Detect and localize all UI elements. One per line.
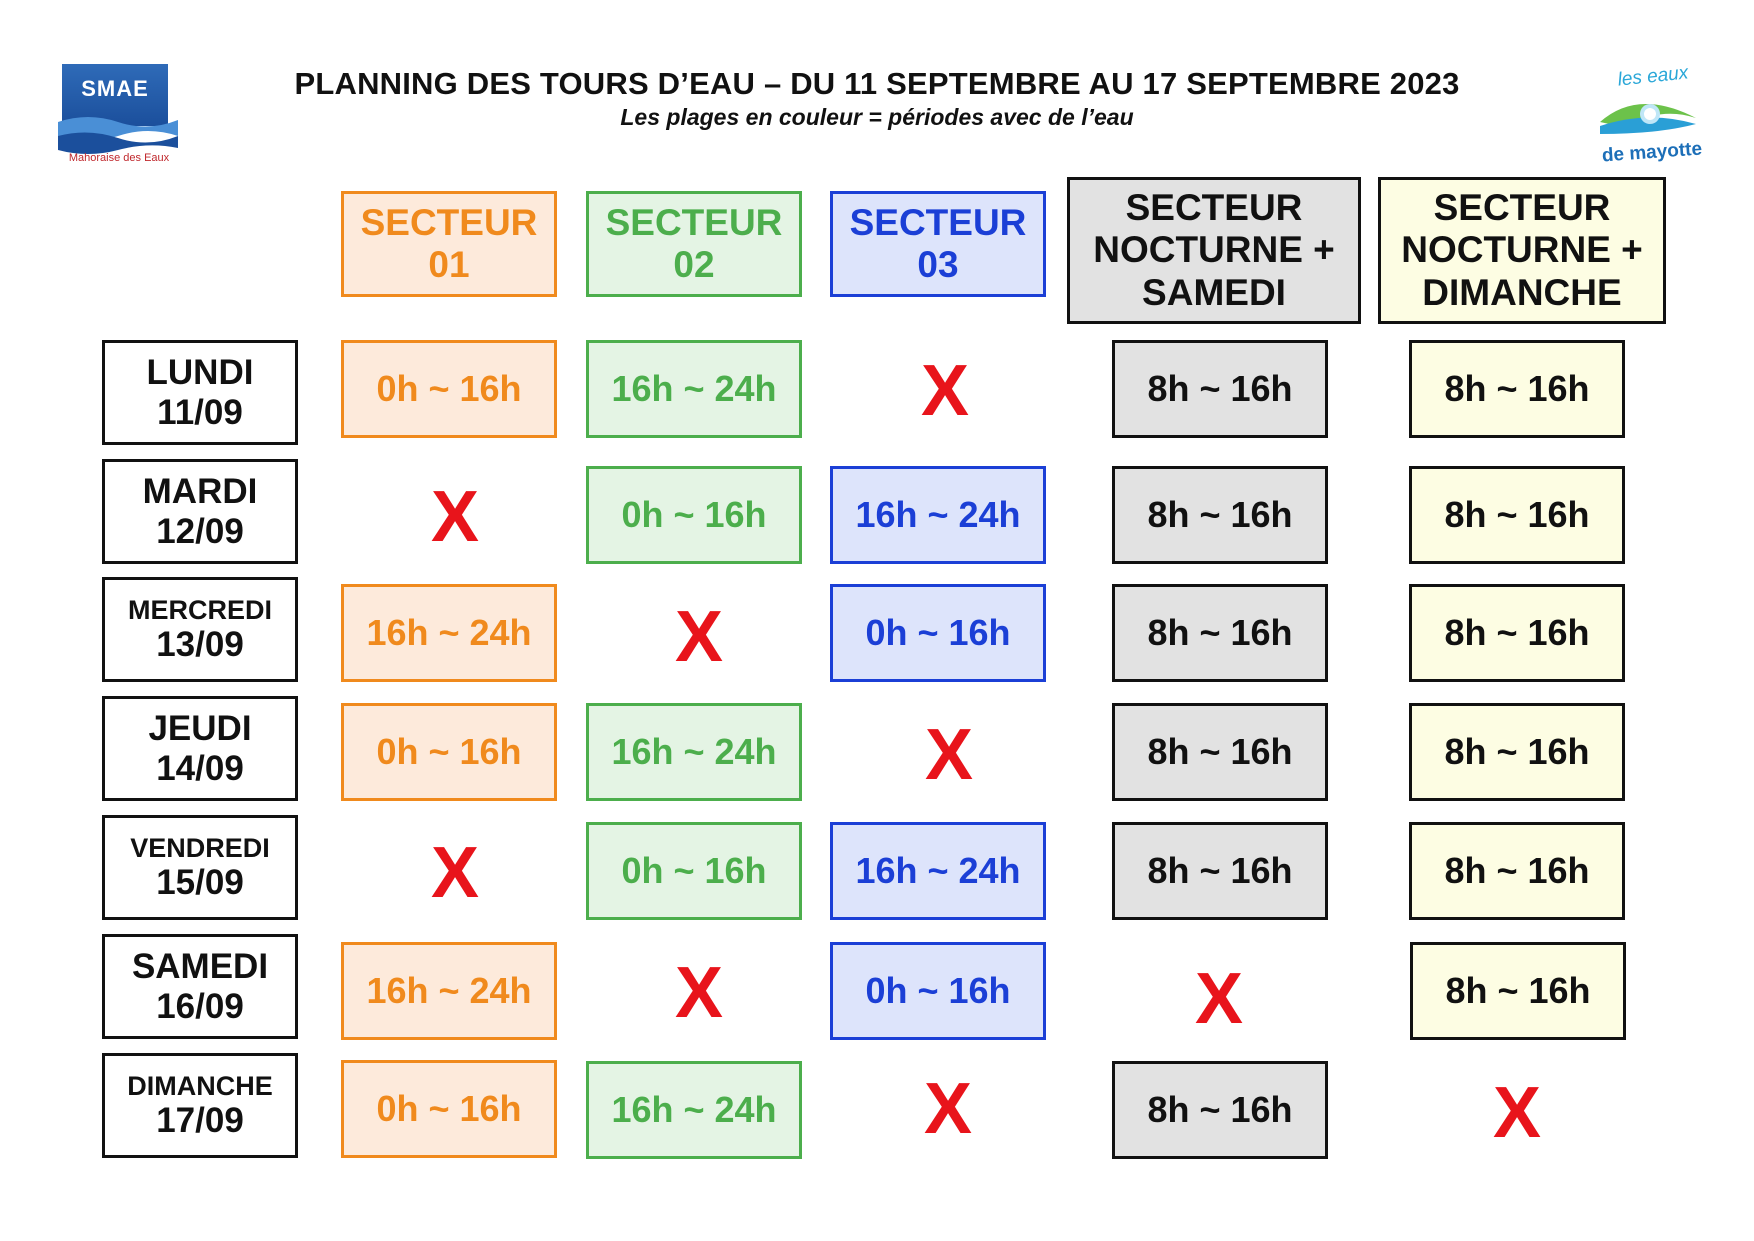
slot-mardi-secteur-02: 0h ~ 16h bbox=[586, 466, 802, 564]
day-label-mercredi bbox=[102, 577, 298, 682]
day-label-jeudi bbox=[102, 696, 298, 801]
day-date: 15/09 bbox=[156, 863, 244, 903]
day-name: SAMEDI bbox=[131, 947, 269, 987]
slot-samedi-dimanche: 8h ~ 16h bbox=[1410, 942, 1626, 1040]
header-secteur-01-line2: 01 bbox=[428, 244, 470, 285]
slot-vendredi-dimanche: 8h ~ 16h bbox=[1409, 822, 1625, 920]
eaux-logo-line2: de mayotte bbox=[1601, 138, 1703, 167]
day-name: LUNDI bbox=[146, 353, 254, 393]
day-date: 12/09 bbox=[156, 511, 244, 551]
header-secteur-01-line1: SECTEUR bbox=[360, 201, 538, 243]
day-label-lundi bbox=[102, 340, 298, 445]
slot-lundi-secteur-01: 0h ~ 16h bbox=[341, 340, 557, 438]
slot-lundi-secteur-02: 16h ~ 24h bbox=[586, 340, 802, 438]
no-water-mark-dimanche-dimanche: X bbox=[1492, 1073, 1542, 1153]
page-title: PLANNING DES TOURS D’EAU – DU 11 SEPTEMBRE AU 17 SEPTEMBRE 2023 bbox=[294, 66, 1460, 101]
day-date: 17/09 bbox=[156, 1101, 244, 1141]
header-s5-line3: DIMANCHE bbox=[1422, 271, 1622, 313]
slot-dimanche-samedi: 8h ~ 16h bbox=[1112, 1061, 1328, 1159]
header-secteur-nocturne-dimanche bbox=[1378, 177, 1666, 324]
header-secteur-03-line1: SECTEUR bbox=[849, 201, 1027, 243]
slot-samedi-secteur-03: 0h ~ 16h bbox=[830, 942, 1046, 1040]
page-subtitle: Les plages en couleur = périodes avec de l’eau bbox=[620, 104, 1134, 130]
slot-mercredi-dimanche: 8h ~ 16h bbox=[1409, 584, 1625, 682]
header-secteur-02 bbox=[586, 191, 802, 297]
day-name: JEUDI bbox=[148, 709, 252, 749]
header-s4-line3: SAMEDI bbox=[1142, 271, 1286, 313]
header-secteur-01 bbox=[341, 191, 557, 297]
slot-mercredi-samedi: 8h ~ 16h bbox=[1112, 584, 1328, 682]
eaux-logo-line1: les eaux bbox=[1616, 62, 1690, 91]
slot-lundi-samedi: 8h ~ 16h bbox=[1112, 340, 1328, 438]
no-water-mark-mercredi-secteur-02: X bbox=[674, 597, 724, 677]
header-secteur-02-line2: 02 bbox=[673, 244, 715, 285]
day-date: 11/09 bbox=[157, 392, 243, 432]
header-s5-line2: NOCTURNE + bbox=[1401, 229, 1643, 271]
day-name: MARDI bbox=[142, 472, 258, 512]
day-name: VENDREDI bbox=[130, 832, 270, 863]
slot-mercredi-secteur-01: 16h ~ 24h bbox=[341, 584, 557, 682]
smae-logo-text: SMAE bbox=[81, 76, 149, 101]
header-secteur-02-line1: SECTEUR bbox=[605, 201, 783, 243]
no-water-mark-vendredi-secteur-01: X bbox=[430, 833, 480, 913]
slot-vendredi-secteur-03: 16h ~ 24h bbox=[830, 822, 1046, 920]
slot-jeudi-dimanche: 8h ~ 16h bbox=[1409, 703, 1625, 801]
no-water-mark-mardi-secteur-01: X bbox=[430, 477, 480, 557]
day-label-vendredi bbox=[102, 815, 298, 920]
no-water-mark-samedi-samedi: X bbox=[1194, 959, 1244, 1039]
slot-mardi-dimanche: 8h ~ 16h bbox=[1409, 466, 1625, 564]
day-date: 14/09 bbox=[156, 748, 244, 788]
slot-vendredi-secteur-02: 0h ~ 16h bbox=[586, 822, 802, 920]
slot-mardi-samedi: 8h ~ 16h bbox=[1112, 466, 1328, 564]
day-label-mardi bbox=[102, 459, 298, 564]
header-secteur-03-line2: 03 bbox=[917, 244, 959, 285]
slot-vendredi-samedi: 8h ~ 16h bbox=[1112, 822, 1328, 920]
day-name: MERCREDI bbox=[127, 594, 272, 625]
slot-mercredi-secteur-03: 0h ~ 16h bbox=[830, 584, 1046, 682]
header-secteur-nocturne-samedi bbox=[1067, 177, 1361, 324]
smae-logo-caption: Mahoraise des Eaux bbox=[68, 152, 170, 164]
day-label-dimanche bbox=[102, 1053, 298, 1158]
day-date: 16/09 bbox=[156, 986, 244, 1026]
no-water-mark-samedi-secteur-02: X bbox=[674, 953, 724, 1033]
slot-lundi-dimanche: 8h ~ 16h bbox=[1409, 340, 1625, 438]
slot-jeudi-samedi: 8h ~ 16h bbox=[1112, 703, 1328, 801]
header-s5-line1: SECTEUR bbox=[1433, 187, 1611, 229]
slot-jeudi-secteur-01: 0h ~ 16h bbox=[341, 703, 557, 801]
day-name: DIMANCHE bbox=[127, 1070, 273, 1101]
slot-dimanche-secteur-02: 16h ~ 24h bbox=[586, 1061, 802, 1159]
slot-jeudi-secteur-02: 16h ~ 24h bbox=[586, 703, 802, 801]
slot-samedi-secteur-01: 16h ~ 24h bbox=[341, 942, 557, 1040]
day-date: 13/09 bbox=[156, 625, 244, 665]
no-water-mark-dimanche-secteur-03: X bbox=[923, 1069, 973, 1149]
slot-mardi-secteur-03: 16h ~ 24h bbox=[830, 466, 1046, 564]
day-label-samedi bbox=[102, 934, 298, 1039]
header-secteur-03 bbox=[830, 191, 1046, 297]
no-water-mark-lundi-secteur-03: X bbox=[920, 351, 970, 431]
header-s4-line2: NOCTURNE + bbox=[1093, 229, 1335, 271]
header-s4-line1: SECTEUR bbox=[1125, 187, 1303, 229]
slot-dimanche-secteur-01: 0h ~ 16h bbox=[341, 1060, 557, 1158]
no-water-mark-jeudi-secteur-03: X bbox=[924, 715, 974, 795]
